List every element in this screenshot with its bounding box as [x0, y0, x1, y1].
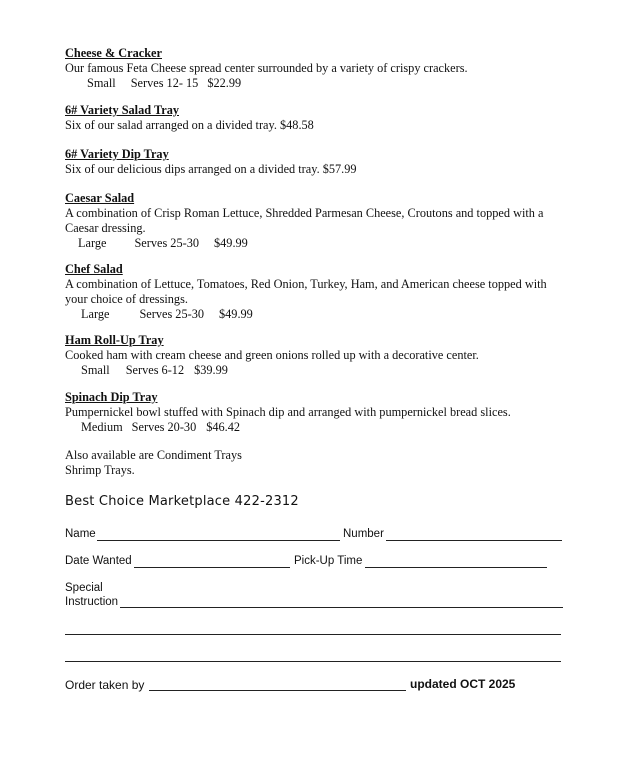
condiment-trays-note: Also available are Condiment Trays — [65, 448, 242, 462]
menu-item-variety-salad-tray — [65, 103, 580, 133]
item-title: Chef Salad — [65, 262, 123, 276]
item-title: Caesar Salad — [65, 191, 135, 205]
item-serves: Serves 12- 15 — [130, 76, 199, 90]
date-wanted-label: Date Wanted — [65, 555, 132, 567]
item-price: $49.99 — [219, 307, 253, 321]
item-serves: Serves 25-30 — [139, 307, 204, 321]
menu-item-caesar-salad — [65, 191, 570, 251]
item-description: Six of our delicious dips arranged on a divided tray. $57.99 — [65, 162, 357, 176]
menu-item-cheese-cracker — [65, 46, 580, 91]
store-name-phone: Best Choice Marketplace 422-2312 — [65, 494, 299, 509]
date-wanted-field[interactable] — [134, 567, 290, 568]
item-serves: Serves 6-12 — [125, 363, 185, 377]
item-description: Cooked ham with cream cheese and green onions rolled up with a decorative center. — [65, 348, 479, 362]
pickup-time-field[interactable] — [365, 567, 547, 568]
item-title: 6# Variety Salad Tray — [65, 103, 179, 117]
number-field[interactable] — [386, 540, 562, 541]
item-size: Small — [87, 76, 116, 90]
special-instruction-field[interactable] — [120, 607, 563, 608]
instruction-label: Instruction — [65, 596, 119, 608]
item-size: Large — [81, 307, 110, 321]
pickup-time-label: Pick-Up Time — [294, 555, 363, 567]
item-size-line — [65, 236, 570, 251]
item-price: $46.42 — [206, 420, 241, 434]
menu-item-ham-roll-up-tray — [65, 333, 580, 378]
item-size-line — [65, 363, 580, 378]
item-title: Ham Roll-Up Tray — [65, 333, 164, 347]
item-description: A combination of Crisp Roman Lettuce, Shredded Parmesan Cheese, Croutons and topped with a Caesar dressing. — [65, 206, 544, 235]
name-label: Name — [65, 528, 96, 540]
item-title: 6# Variety Dip Tray — [65, 147, 169, 161]
item-description: A combination of Lettuce, Tomatoes, Red Onion, Turkey, Ham, and American cheese topped with your choice of dressings. — [65, 277, 547, 306]
order-taken-field[interactable] — [149, 690, 406, 691]
item-description: Our famous Feta Cheese spread center surrounded by a variety of crispy crackers. — [65, 61, 468, 75]
menu-item-variety-dip-tray — [65, 147, 580, 177]
item-price: $49.99 — [214, 236, 248, 250]
item-size: Large — [78, 236, 107, 250]
item-size-line — [65, 307, 555, 322]
special-instruction-line-2[interactable] — [65, 634, 561, 635]
item-description: Pumpernickel bowl stuffed with Spinach dip and arranged with pumpernickel bread slices. — [65, 405, 511, 419]
special-label: Special — [65, 582, 103, 594]
order-taken-label: Order taken by — [65, 678, 145, 692]
item-price: $39.99 — [194, 363, 228, 377]
menu-item-spinach-dip-tray — [65, 390, 585, 435]
item-title: Cheese & Cracker — [65, 46, 162, 60]
item-description: Six of our salad arranged on a divided tray. $48.58 — [65, 118, 314, 132]
also-available-note — [65, 448, 242, 478]
item-price: $22.99 — [207, 76, 242, 90]
item-serves: Serves 20-30 — [131, 420, 197, 434]
menu-item-chef-salad — [65, 262, 555, 322]
item-size-line — [65, 76, 580, 91]
updated-date: updated OCT 2025 — [410, 677, 516, 691]
number-label: Number — [343, 528, 384, 540]
item-size: Small — [81, 363, 110, 377]
item-size: Medium — [81, 420, 123, 434]
name-field[interactable] — [97, 540, 340, 541]
special-instruction-line-3[interactable] — [65, 661, 561, 662]
item-title: Spinach Dip Tray — [65, 390, 158, 404]
item-size-line — [65, 420, 585, 435]
item-serves: Serves 25-30 — [134, 236, 199, 250]
shrimp-trays-note: Shrimp Trays. — [65, 463, 135, 477]
